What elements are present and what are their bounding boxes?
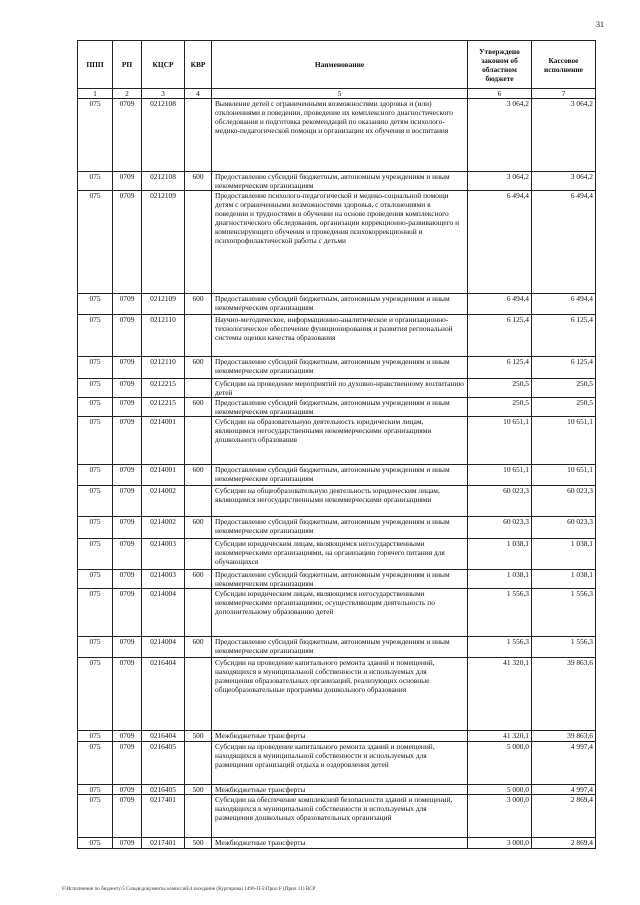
cell-kcsr: 0214002: [142, 517, 185, 539]
cell-kcsr: 0214001: [142, 417, 185, 465]
table-row: [78, 465, 596, 486]
cell-name: Субсидии на проведение капитального ремонта зданий и помещений, находящихся в муниципальной собственности и используемых для размещения организаций отдыха и оздоровления детей: [212, 742, 468, 785]
cell-rp: 0709: [113, 742, 142, 785]
cell-name: Межбюджетные трансферты: [212, 785, 468, 795]
cell-ppp: 075: [78, 99, 113, 172]
cell-approved: 5 000,0: [468, 785, 532, 795]
cell-cash: 1 038,1: [532, 539, 596, 570]
header-kcsr: КЦСР: [142, 41, 185, 89]
cell-kcsr: 0214004: [142, 589, 185, 637]
cell-rp: 0709: [113, 357, 142, 379]
cell-kcsr: 0214004: [142, 637, 185, 658]
cell-cash: 6 125,4: [532, 315, 596, 357]
table-row: [78, 589, 596, 637]
cell-rp: 0709: [113, 315, 142, 357]
table-row: [78, 191, 596, 294]
cell-kcsr: 0212215: [142, 379, 185, 398]
table-row: [78, 795, 596, 838]
cell-kvr: 600: [185, 357, 212, 379]
table-row: [78, 357, 596, 379]
cell-kcsr: 0217401: [142, 838, 185, 849]
cell-ppp: 075: [78, 486, 113, 517]
cell-ppp: 075: [78, 417, 113, 465]
page-number: 31: [596, 20, 604, 29]
cell-kcsr: 0217401: [142, 795, 185, 838]
header-kvr: КВР: [185, 41, 212, 89]
cell-approved: 1 556,3: [468, 589, 532, 637]
cell-cash: 3 064,2: [532, 172, 596, 191]
cell-kvr: [185, 486, 212, 517]
cell-approved: 6 494,4: [468, 191, 532, 294]
cell-cash: 1 038,1: [532, 570, 596, 589]
cell-approved: 3 064,2: [468, 172, 532, 191]
cell-name: Субсидии на проведение капитального ремонта зданий и помещений, находящихся в муниципальной собственности и используемых для размещения образовательных организаций, реализующих основные общеобразовательные программы дошкольного образования: [212, 658, 468, 731]
cell-approved: 250,5: [468, 398, 532, 417]
cell-cash: 4 997,4: [532, 742, 596, 785]
cell-approved: 6 125,4: [468, 315, 532, 357]
cell-kvr: [185, 417, 212, 465]
table-row: [78, 486, 596, 517]
cell-ppp: 075: [78, 838, 113, 849]
header-cash: Кассовое исполнение: [532, 41, 596, 89]
cell-ppp: 075: [78, 637, 113, 658]
cell-kcsr: 0216404: [142, 731, 185, 742]
cell-rp: 0709: [113, 838, 142, 849]
cell-ppp: 075: [78, 357, 113, 379]
cell-name: Субсидии юридическим лицам, являющимся негосударственными некоммерческими организациями, на организацию горячего питания для обучающихся: [212, 539, 468, 570]
cell-rp: 0709: [113, 570, 142, 589]
cell-cash: 2 869,4: [532, 838, 596, 849]
cell-name: Научно-методическое, информационно-аналитическое и организационно-технологическое обеспечение функционирования и развития региональной системы оценки качества образования: [212, 315, 468, 357]
cell-approved: 5 000,0: [468, 742, 532, 785]
header-row: [78, 41, 596, 89]
cell-name: Субсидии на общеобразовательную деятельность юридическим лицам, являющимся негосударственными некоммерческими организациями: [212, 486, 468, 517]
cell-kcsr: 0212215: [142, 398, 185, 417]
cell-rp: 0709: [113, 465, 142, 486]
cell-name: Предоставление субсидий бюджетным, автономным учреждениям и иным некоммерческим организациям: [212, 398, 468, 417]
cell-ppp: 075: [78, 731, 113, 742]
cell-ppp: 075: [78, 172, 113, 191]
cell-cash: 1 556,3: [532, 637, 596, 658]
cell-name: Субсидии на образовательную деятельность юридическим лицам, являющимся негосударственными некоммерческими организациями дошкольного образования: [212, 417, 468, 465]
cell-cash: 6 494,4: [532, 191, 596, 294]
column-number: 3: [142, 89, 185, 99]
cell-kcsr: 0214003: [142, 539, 185, 570]
table-row: [78, 742, 596, 785]
table-row: [78, 379, 596, 398]
cell-kcsr: 0214003: [142, 570, 185, 589]
cell-rp: 0709: [113, 191, 142, 294]
cell-cash: 10 651,1: [532, 417, 596, 465]
cell-kcsr: 0212110: [142, 315, 185, 357]
table-row: [78, 398, 596, 417]
cell-ppp: 075: [78, 658, 113, 731]
cell-ppp: 075: [78, 191, 113, 294]
cell-approved: 10 651,1: [468, 417, 532, 465]
cell-kvr: [185, 742, 212, 785]
cell-kvr: 600: [185, 637, 212, 658]
table-row: [78, 570, 596, 589]
cell-kcsr: 0214002: [142, 486, 185, 517]
cell-approved: 41 320,1: [468, 731, 532, 742]
cell-rp: 0709: [113, 517, 142, 539]
budget-table: [77, 40, 596, 849]
cell-kvr: [185, 589, 212, 637]
cell-kcsr: 0216404: [142, 658, 185, 731]
cell-kcsr: 0212110: [142, 357, 185, 379]
cell-approved: 250,5: [468, 379, 532, 398]
cell-rp: 0709: [113, 294, 142, 315]
cell-kcsr: 0212109: [142, 191, 185, 294]
cell-name: Предоставление психолого-педагогической и медико-социальной помощи детям с ограниченными возможностями здоровья, с отклонениями в поведении и трудностями в обучении на основе проведения комплексного диагностического обследования, организации коррекционно-развивающего и компенсирующего обучения и проведения психокоррекционной и психопрофилактической работы с детьми: [212, 191, 468, 294]
cell-ppp: 075: [78, 379, 113, 398]
cell-cash: 60 023,3: [532, 517, 596, 539]
cell-cash: 250,5: [532, 379, 596, 398]
column-number: 1: [78, 89, 113, 99]
cell-approved: 6 494,4: [468, 294, 532, 315]
table-row: [78, 731, 596, 742]
cell-rp: 0709: [113, 637, 142, 658]
table-row: [78, 658, 596, 731]
cell-kvr: [185, 191, 212, 294]
cell-kcsr: 0212108: [142, 99, 185, 172]
cell-kvr: 600: [185, 398, 212, 417]
cell-name: Субсидии на обеспечение комплексной безопасности зданий и помещений, находящихся в муниципальной собственности и используемых для размещения дошкольных образовательных организаций: [212, 795, 468, 838]
cell-rp: 0709: [113, 539, 142, 570]
table-row: [78, 99, 596, 172]
cell-ppp: 075: [78, 570, 113, 589]
cell-cash: 6 125,4: [532, 357, 596, 379]
cell-approved: 3 064,2: [468, 99, 532, 172]
column-number: 4: [185, 89, 212, 99]
cell-name: Межбюджетные трансферты: [212, 731, 468, 742]
cell-ppp: 075: [78, 517, 113, 539]
cell-kcsr: 0216405: [142, 785, 185, 795]
cell-ppp: 075: [78, 539, 113, 570]
cell-kcsr: 0212108: [142, 172, 185, 191]
cell-cash: 3 064,2: [532, 99, 596, 172]
cell-cash: 2 869,4: [532, 795, 596, 838]
cell-kcsr: 0216405: [142, 742, 185, 785]
cell-kvr: 600: [185, 172, 212, 191]
cell-name: Предоставление субсидий бюджетным, автономным учреждениям и иным некоммерческим организациям: [212, 465, 468, 486]
cell-approved: 1 038,1: [468, 539, 532, 570]
header-approved: Утверждено законом об областном бюджете: [468, 41, 532, 89]
cell-kvr: 600: [185, 570, 212, 589]
cell-rp: 0709: [113, 785, 142, 795]
cell-rp: 0709: [113, 589, 142, 637]
cell-ppp: 075: [78, 742, 113, 785]
cell-name: Предоставление субсидий бюджетным, автономным учреждениям и иным некоммерческим организациям: [212, 570, 468, 589]
table-row: [78, 315, 596, 357]
cell-approved: 60 023,3: [468, 517, 532, 539]
cell-cash: 39 863,6: [532, 658, 596, 731]
cell-kvr: [185, 658, 212, 731]
cell-kvr: [185, 539, 212, 570]
cell-rp: 0709: [113, 398, 142, 417]
table-row: [78, 294, 596, 315]
cell-kvr: [185, 315, 212, 357]
cell-ppp: 075: [78, 398, 113, 417]
cell-kvr: 600: [185, 294, 212, 315]
cell-ppp: 075: [78, 785, 113, 795]
column-number: 7: [532, 89, 596, 99]
table-row: [78, 838, 596, 849]
cell-cash: 250,5: [532, 398, 596, 417]
table-row: [78, 417, 596, 465]
cell-kvr: [185, 795, 212, 838]
column-number: 2: [113, 89, 142, 99]
column-number-row: [78, 89, 596, 99]
file-path-footer: F\Исполнение по бюджету\5 Созыв\документы комиссий\4 заседание (Кургирова) 1496-П-5\Прил F (Прил 11) ВСР: [62, 886, 316, 892]
cell-ppp: 075: [78, 465, 113, 486]
table-row: [78, 539, 596, 570]
cell-cash: 39 863,6: [532, 731, 596, 742]
cell-rp: 0709: [113, 417, 142, 465]
cell-rp: 0709: [113, 731, 142, 742]
table-row: [78, 517, 596, 539]
cell-ppp: 075: [78, 589, 113, 637]
column-number: 5: [212, 89, 468, 99]
table-row: [78, 637, 596, 658]
cell-kvr: 600: [185, 465, 212, 486]
cell-kvr: 500: [185, 838, 212, 849]
cell-cash: 4 997,4: [532, 785, 596, 795]
cell-cash: 60 023,3: [532, 486, 596, 517]
cell-rp: 0709: [113, 795, 142, 838]
cell-kcsr: 0214001: [142, 465, 185, 486]
cell-rp: 0709: [113, 379, 142, 398]
cell-approved: 60 023,3: [468, 486, 532, 517]
cell-kcsr: 0212109: [142, 294, 185, 315]
cell-rp: 0709: [113, 172, 142, 191]
cell-approved: 6 125,4: [468, 357, 532, 379]
cell-approved: 1 556,3: [468, 637, 532, 658]
cell-cash: 10 651,1: [532, 465, 596, 486]
header-name: Наименование: [212, 41, 468, 89]
cell-kvr: [185, 379, 212, 398]
cell-ppp: 075: [78, 795, 113, 838]
cell-kvr: 500: [185, 731, 212, 742]
cell-approved: 3 000,0: [468, 838, 532, 849]
cell-name: Выявление детей с ограниченными возможностями здоровья и (или) отклонениями в поведении, проведение их комплексного диагностического обследования и подготовка рекомендаций по оказанию детям психолого-медико-педагогической помощи и организации их обучения и воспитания: [212, 99, 468, 172]
cell-cash: 1 556,3: [532, 589, 596, 637]
cell-approved: 41 320,1: [468, 658, 532, 731]
cell-approved: 1 038,1: [468, 570, 532, 589]
cell-kvr: [185, 99, 212, 172]
cell-name: Предоставление субсидий бюджетным, автономным учреждениям и иным некоммерческим организациям: [212, 172, 468, 191]
cell-name: Предоставление субсидий бюджетным, автономным учреждениям и иным некоммерческим организациям: [212, 294, 468, 315]
header-ppp: ППП: [78, 41, 113, 89]
cell-cash: 6 494,4: [532, 294, 596, 315]
table-body: [78, 99, 596, 849]
cell-name: Предоставление субсидий бюджетным, автономным учреждениям и иным некоммерческим организациям: [212, 517, 468, 539]
cell-rp: 0709: [113, 99, 142, 172]
table-row: [78, 785, 596, 795]
table-row: [78, 172, 596, 191]
cell-name: Предоставление субсидий бюджетным, автономным учреждениям и иным некоммерческим организациям: [212, 357, 468, 379]
cell-name: Межбюджетные трансферты: [212, 838, 468, 849]
header-rp: РП: [113, 41, 142, 89]
cell-rp: 0709: [113, 658, 142, 731]
cell-kvr: 600: [185, 517, 212, 539]
cell-name: Предоставление субсидий бюджетным, автономным учреждениям и иным некоммерческим организациям: [212, 637, 468, 658]
cell-approved: 10 651,1: [468, 465, 532, 486]
cell-rp: 0709: [113, 486, 142, 517]
cell-name: Субсидии на проведение мероприятий по духовно-нравственному воспитанию детей: [212, 379, 468, 398]
cell-ppp: 075: [78, 294, 113, 315]
cell-ppp: 075: [78, 315, 113, 357]
column-number: 6: [468, 89, 532, 99]
cell-approved: 3 000,0: [468, 795, 532, 838]
cell-name: Субсидии юридическим лицам, являющимся негосударственными некоммерческими организациями, осуществляющим деятельность по дополнительному образованию детей: [212, 589, 468, 637]
cell-kvr: 500: [185, 785, 212, 795]
